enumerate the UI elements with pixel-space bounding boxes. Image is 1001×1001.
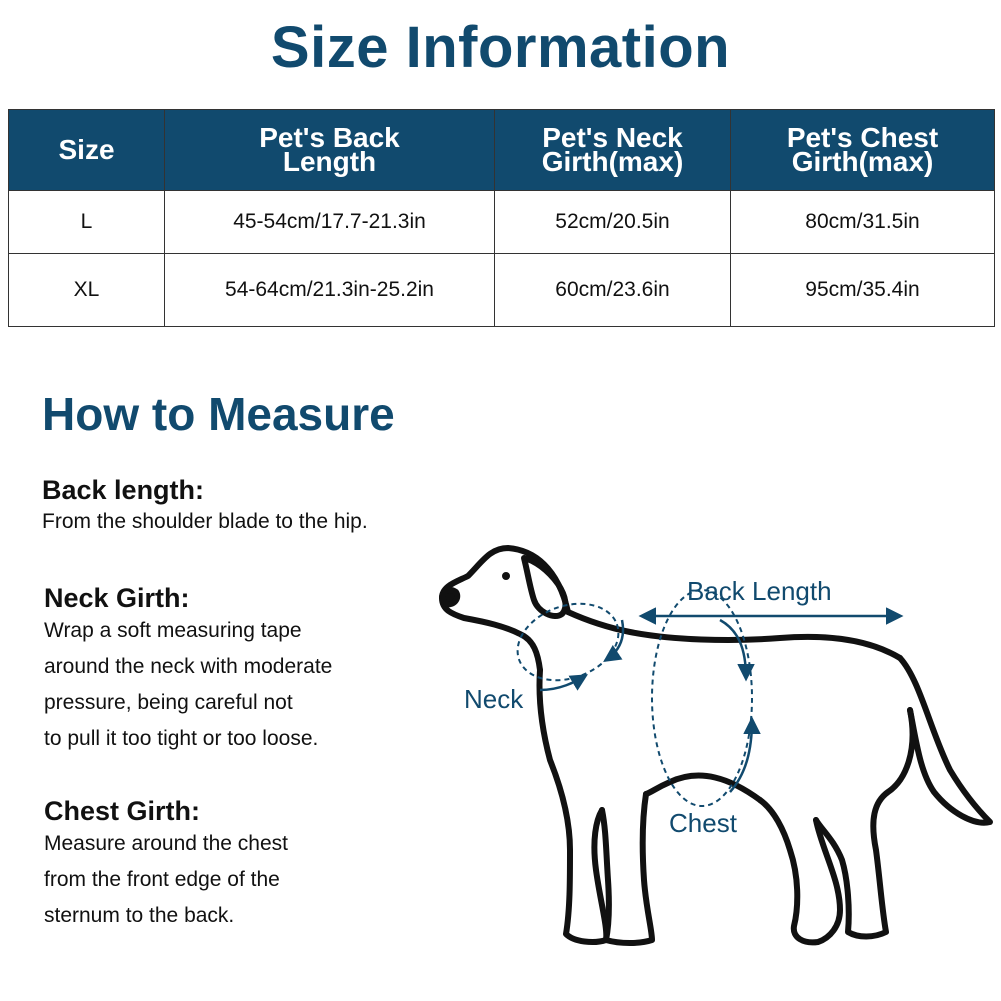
dog-outline-icon: [442, 548, 990, 943]
neck-arrow-icon: [540, 676, 585, 690]
chest-girth-line: from the front edge of the: [44, 868, 280, 891]
table-header-row: [9, 110, 995, 191]
header-size: [9, 110, 165, 191]
how-to-measure-title: How to Measure: [42, 388, 395, 440]
size-table: [8, 109, 995, 327]
cell-chest-girth: 95cm/35.4in: [731, 254, 995, 327]
neck-girth-line: pressure, being careful not: [44, 691, 293, 714]
cell-neck-girth: 52cm/20.5in: [495, 191, 731, 254]
neck-girth-line: Wrap a soft measuring tape: [44, 619, 302, 642]
chest-girth-text: [44, 826, 288, 934]
neck-girth-heading: Neck Girth:: [44, 583, 190, 613]
header-back-length-line2: Length: [282, 146, 377, 177]
cell-back-length: 54-64cm/21.3in-25.2in: [165, 254, 495, 327]
back-length-text: [42, 504, 368, 540]
dog-measurement-diagram: [430, 530, 1001, 960]
header-back-length-line1: Pet's Back: [259, 122, 400, 153]
cell-size: L: [9, 191, 165, 254]
neck-label: Neck: [464, 684, 524, 714]
header-back-length: [165, 110, 495, 191]
chest-girth-heading: Chest Girth:: [44, 796, 201, 826]
neck-girth-text: [44, 613, 332, 757]
header-chest-girth-line2: Girth(max): [791, 146, 934, 177]
header-chest-girth-line1: Pet's Chest: [786, 122, 939, 153]
back-length-line: From the shoulder blade to the hip.: [42, 510, 368, 533]
header-size-label: Size: [58, 134, 115, 165]
chest-label: Chest: [669, 808, 737, 838]
cell-chest-girth: 80cm/31.5in: [731, 191, 995, 254]
header-neck-girth: [495, 110, 731, 191]
chest-arrow-top-icon: [720, 620, 746, 678]
cell-back-length: 45-54cm/17.7-21.3in: [165, 191, 495, 254]
cell-neck-girth: 60cm/23.6in: [495, 254, 731, 327]
header-neck-girth-line1: Pet's Neck: [542, 122, 683, 153]
table-row: [9, 254, 995, 327]
chest-girth-line: Measure around the chest: [44, 832, 288, 855]
table-row: [9, 191, 995, 254]
back-length-heading: Back length:: [42, 475, 205, 505]
back-length-label: Back Length: [687, 576, 832, 606]
chest-girth-line: sternum to the back.: [44, 904, 235, 927]
header-neck-girth-line2: Girth(max): [541, 146, 684, 177]
cell-size: XL: [9, 254, 165, 327]
page-title: Size Information: [270, 15, 731, 80]
neck-girth-line: around the neck with moderate: [44, 655, 333, 678]
header-chest-girth: [731, 110, 995, 191]
neck-girth-line: to pull it too tight or too loose.: [44, 727, 319, 750]
